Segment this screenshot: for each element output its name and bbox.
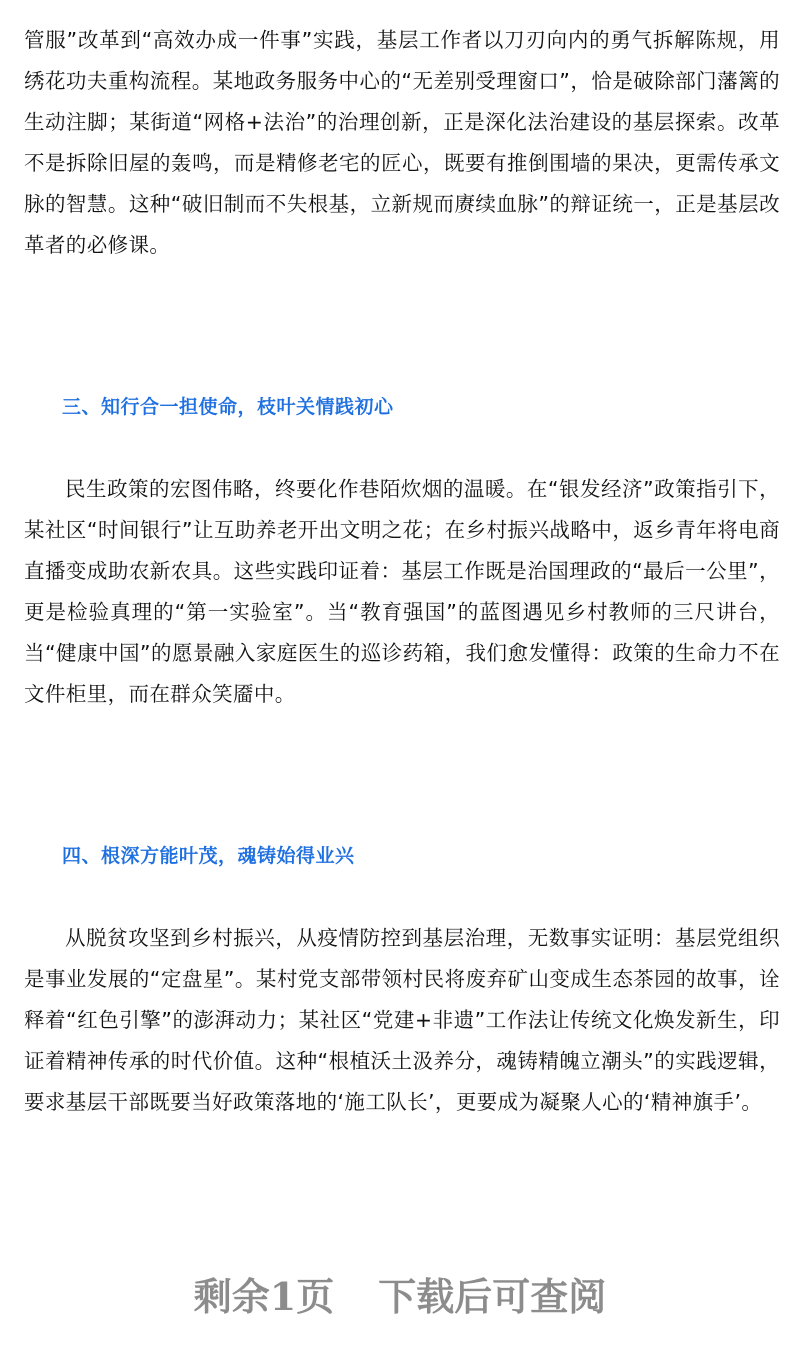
section-heading-4: 四、根深方能叶茂，魂铸始得业兴 — [62, 845, 355, 867]
body-paragraph-party: 从脱贫攻坚到乡村振兴，从疫情防控到基层治理，无数事实证明：基层党组织是事业发展的“定盘星”。某村党支部带领村民将废弃矿山变成生态茶园的故事，诠释着“红色引擎”的澎湃动力；某社区“党建+非遗”工作法让传统文化焕发新生，印证着精神传承的时代价值。这种“根植沃土汲养分，魂铸精魄立潮头”的实践逻辑，要求基层干部既要当好政策落地的‘施工队长’，更要成为凝聚人心的‘精神旗手’。 — [24, 926, 780, 1114]
body-paragraph-livelihood: 民生政策的宏图伟略，终要化作巷陌炊烟的温暖。在“银发经济”政策指引下，某社区“时间银行”让互助养老开出文明之花；在乡村振兴战略中，返乡青年将电商直播变成助农新农具。这些实践印证着：基层工作既是治国理政的“最后一公里”，更是检验真理的“第一实验室”。当“教育强国”的蓝图遇见乡村教师的三尺讲台，当“健康中国”的愿景融入家庭医生的巡诊药箱，我们愈发懂得：政策的生命力不在文件柜里，而在群众笑靥中。 — [24, 477, 780, 706]
body-paragraph-reform: 管服”改革到“高效办成一件事”实践，基层工作者以刀刃向内的勇气拆解陈规，用绣花功夫重构流程。某地政务服务中心的“无差别受理窗口”，恰是破除部门藩篱的生动注脚；某街道“网格+法治”的治理创新，正是深化法治建设的基层探索。改革不是拆除旧屋的轰鸣，而是精修老宅的匠心，既要有推倒围墙的果决，更需传承文脉的智慧。这种“破旧制而不失根基，立新规而赓续血脉”的辩证统一，正是基层改革者的必修课。 — [24, 28, 780, 257]
download-prompt[interactable] — [0, 1267, 800, 1327]
download-to-view-label[interactable]: 下载后可查阅 — [378, 1274, 607, 1319]
section-heading-3: 三、知行合一担使命，枝叶关情践初心 — [62, 396, 394, 418]
remaining-pages-label[interactable]: 剩余1页 — [193, 1274, 335, 1319]
